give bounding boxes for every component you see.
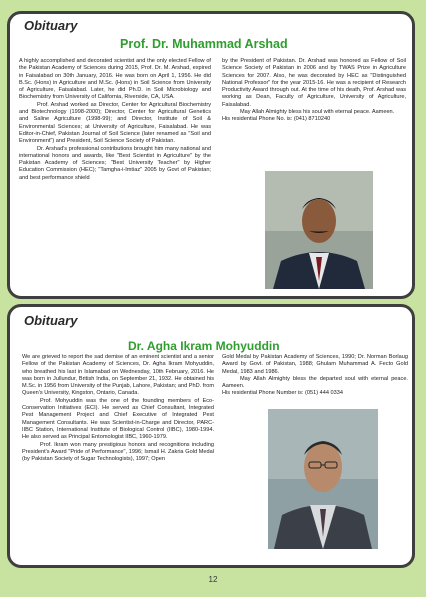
paragraph: Gold Medal by Pakistan Academy of Sciences, 1990; Dr. Norman Borlaug Award by Govt. of Pakistan, 1988; Ghulam Muhammad A. Fecto Gold Medal, 1983 and 1986.	[222, 354, 408, 375]
paragraph: Prof. Arshad worked as Director, Center for Agricultural Biochemistry and Biotechnology (1998-2000); Director, Center for Agricultural Genetics and Saline Agriculture (1998-99); and Director, Institute of Soil & Environmental Sciences; at University of Agriculture, Faisalabad. He was Editor-in-Chief, Pakistan Journal of Soil Science (later renamed as "Soil and Environment") and President, Soil Science Society of Pakistan.	[19, 101, 211, 145]
obituary-right-column	[222, 354, 408, 398]
phone-number: His residential Phone No. is: (041) 8710240	[222, 116, 331, 123]
page-number: 12	[208, 575, 218, 584]
obituary-name: Prof. Dr. Muhammad Arshad	[120, 37, 288, 51]
paragraph: A highly accomplished and decorated scientist and the only elected Fellow of the Pakistan Academy of Sciences during 2015, Prof. Dr. M. Arshad, expired in Faisalabad on 30th January, 2016. He was born on April 1, 1956. He did B.Sc. (Hons) in Agriculture and M.Sc. (Hons) in Soil Science from University of Agriculture, Faisalabad. Later, he did Ph.D. in Soil Microbiology and Biochemistry from University of California, Riverside, CA, USA.	[19, 58, 211, 101]
portrait-image	[265, 171, 373, 289]
paragraph: Prof. Ikram won many prestigious honors and recognitions including President's Award "Pride of Performance", 1996; Ismail H. Zakria Gold Medal (by Pakistan Society of Sugar Technologists), 1997; Open	[22, 441, 214, 463]
obituary-right-column	[222, 58, 406, 124]
obituary-name: Dr. Agha Ikram Mohyuddin	[128, 339, 280, 353]
portrait-image	[268, 409, 378, 549]
paragraph: Dr. Arshad's professional contributions brought him many national and international honors and awards, like "Best Scientist in Agriculture" by the Pakistan Academy of Sciences; "Best University Teacher" by Higher Education Commission (HEC); "Tamgha-i-Imtiaz" 2005 by Govt of Pakistan; and best performance shield	[19, 145, 211, 181]
portrait-photo	[265, 171, 373, 289]
obituary-panel-arshad	[7, 11, 415, 299]
obituary-left-column	[22, 354, 214, 463]
portrait-photo	[268, 409, 378, 549]
obituary-left-column	[19, 58, 211, 182]
obituary-panel-mohyuddin	[7, 304, 415, 568]
obituary-label: Obituary	[24, 18, 78, 33]
paragraph: We are grieved to report the sad demise of an eminent scientist and a senior Fellow of the Pakistan Academy of Sciences, Dr. Agha Ikram Mohyuddin, who breathed his last in Islamabad on Wednesday, 10th February, 2016. He was born in Jullundur, British India, on September 21, 1932. He obtained his M.Sc. in 1956 from University of the Punjab, Lahore, Pakistan; and PhD. from Queen's University, Kingston, Ontario, Canada.	[22, 354, 214, 397]
paragraph: May Allah Almighty bless his soul with eternal peace. Aameen.	[240, 109, 395, 116]
obituary-label: Obituary	[24, 313, 78, 328]
paragraph: by the President of Pakistan. Dr. Arshad was honored as Fellow of Soil Science Society of Pakistan in 2006 and by TWAS Prize in Agriculture Sciences for 2007. Also, he was decorated by HEC as "Distinguished National Professor" for the year 2015-16. He was a recipient of Research Productivity Award through out. At the time of his death, Prof. Arshad was working as Dean, Faculty of Agriculture, University of Agriculture, Faisalabad.	[222, 58, 406, 108]
paragraph: Prof. Mohyuddin was the one of the founding members of Eco-Conservation Initiatives (ECI). He served as Chief Consultant, Integrated Pest Management Project and Chief Executive of Integrated Pest Management Consultants. He was Scientist-in-Charge and Director, PARC-IIBC Station, International Institute of Biological Control (IIBC), 1980-1994. He also served as Principal Entomologist IIBC, 1960-1979.	[22, 397, 214, 441]
phone-number: His residential Phone Number is: (051) 444 0334	[222, 390, 343, 397]
paragraph: May Allah Almighty bless the departed soul with eternal peace. Aameen.	[222, 375, 408, 390]
